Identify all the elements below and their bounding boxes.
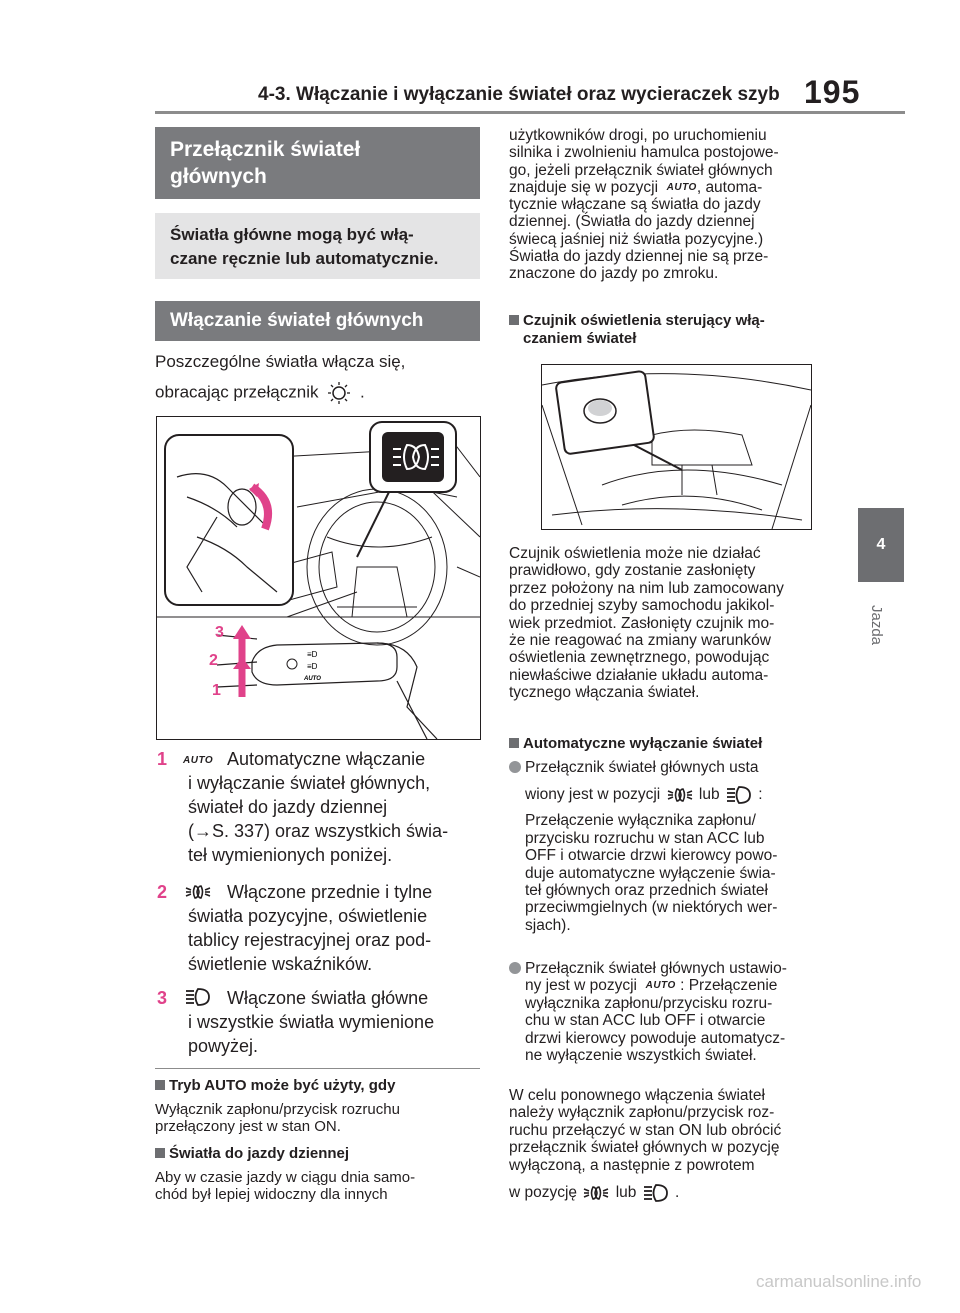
- paragraph-line: przełącznik świateł głównych w pozycję: [509, 1139, 780, 1157]
- paragraph-line: [509, 179, 839, 196]
- note-heading: Światła do jazdy dziennej: [169, 1145, 350, 1162]
- sensor-heading: [509, 312, 839, 348]
- paragraph-fragment: .: [675, 1184, 680, 1202]
- body-text-line: obracając przełącznik: [155, 382, 319, 402]
- item-text: światła pozycyjne, oświetlenie: [188, 906, 428, 926]
- paragraph-line: Czujnik oświetlenia może nie działać: [509, 545, 761, 562]
- item-text: Włączone światła główne: [227, 988, 429, 1008]
- square-bullet-icon: [509, 315, 519, 325]
- bullet-text: drzwi kierowcy powoduje automatycz-: [525, 1029, 786, 1047]
- parking-lights-icon: [183, 882, 213, 902]
- page-number: 195: [804, 74, 861, 110]
- item-text: i wyłączanie świateł głównych,: [188, 773, 431, 793]
- note-heading: Tryb AUTO może być użyty, gdy: [169, 1077, 396, 1094]
- final-paragraph: [509, 1087, 839, 1206]
- item-text: i wszystkie światła wymienione: [188, 1012, 435, 1032]
- autooff-heading-text: Automatyczne wyłączanie świateł: [523, 735, 763, 752]
- parking-lights-icon: [581, 1183, 611, 1203]
- paragraph-line: go, jeżeli przełącznik świateł głównych: [509, 161, 773, 179]
- note-block: [155, 1077, 485, 1203]
- parking-lights-icon: [665, 785, 695, 805]
- list-item: [155, 986, 485, 1058]
- switch-illustration: [156, 416, 481, 740]
- position-label-3: 3: [215, 624, 224, 641]
- square-bullet-icon: [155, 1148, 165, 1158]
- bullet-text: przycisku rozruchu w stan ACC lub: [525, 829, 765, 847]
- item-number: 3: [157, 988, 168, 1008]
- paragraph-fragment: w pozycję: [509, 1184, 578, 1202]
- item-text: Włączone przednie i tylne: [227, 882, 433, 902]
- paragraph-fragment: znajduje się w pozycji: [509, 178, 659, 196]
- list-item: [155, 747, 485, 867]
- paragraph-line: wyłączoną, a następnie z powrotem: [509, 1156, 755, 1174]
- note-text: Wyłącznik zapłonu/przycisk rozruchu: [155, 1101, 400, 1118]
- paragraph-line: ruchu przełączyć w stan ON lub obrócić: [509, 1121, 782, 1139]
- light-switch-icon: [323, 380, 355, 406]
- bullet-text: Przełączenie wyłącznika zapłonu/: [525, 812, 756, 830]
- round-bullet-icon: [509, 962, 521, 974]
- paragraph-line: niewłaściwe działanie układu automa-: [509, 666, 769, 684]
- auto-icon: AUTO: [645, 980, 676, 992]
- paragraph-line: znaczone do jazdy po zmroku.: [509, 265, 719, 283]
- intro-line: czane ręcznie lub automatycznie.: [170, 249, 439, 268]
- bullet-text: wyłącznika zapłonu/przycisku rozru-: [525, 994, 773, 1012]
- list-item: [155, 880, 485, 976]
- paragraph-line: należy wyłącznik zapłonu/przycisk roz-: [509, 1104, 775, 1122]
- item-text: świetlenie wskaźników.: [188, 954, 373, 974]
- bullet-text: przeciwmgielnych (w niektórych wer-: [525, 899, 778, 917]
- main-heading: [155, 127, 480, 199]
- paragraph-line: tycznie włączane są światła do jazdy: [509, 196, 761, 214]
- position-label-2: 2: [209, 652, 218, 669]
- switch-drawing: [157, 417, 480, 739]
- item-text: tablicy rejestracyjnej oraz pod-: [188, 930, 432, 950]
- paragraph-line: użytkowników drogi, po uruchomieniu: [509, 127, 767, 144]
- paragraph-line: tycznego włączania świateł.: [509, 684, 700, 702]
- body-text: Poszczególne światła włącza się,: [155, 352, 406, 371]
- auto-icon: AUTO: [183, 755, 214, 766]
- bullet-text: sjach).: [525, 916, 571, 934]
- item-number: 1: [157, 749, 168, 769]
- watermark: carmanualsonline.info: [756, 1272, 922, 1291]
- right-continuation: [509, 127, 839, 283]
- sensor-heading-line: czaniem świateł: [523, 330, 637, 347]
- round-bullet-icon: [509, 761, 521, 773]
- item-text: powyżej.: [188, 1036, 259, 1056]
- note-text: chód był lepiej widoczny dla innych: [155, 1186, 388, 1203]
- intro-line: Światła główne mogą być włą-: [170, 225, 414, 244]
- item-text: (→S. 337) oraz wszystkich świa-: [188, 821, 449, 841]
- auto-icon: AUTO: [666, 181, 697, 193]
- paragraph-line: Światła do jazdy dziennej nie są prze-: [509, 248, 769, 266]
- bullet-text: OFF i otwarcie drzwi kierowcy powo-: [525, 847, 778, 865]
- bullet-text: Przełącznik świateł głównych ustawio-: [525, 960, 787, 977]
- bullet-text: lub: [698, 786, 720, 804]
- paragraph-fragment: , automa-: [696, 178, 763, 196]
- item-text: teł wymienionych poniżej.: [188, 845, 393, 865]
- paragraph-line: oświetlenia zewnętrznego, powodując: [509, 649, 770, 667]
- paragraph-line: wiek przedmiot. Zasłonięty czujnik mo-: [509, 614, 775, 632]
- bullet-text: ne wyłączenie wszystkich świateł.: [525, 1047, 757, 1065]
- stalk-auto-label: AUTO: [304, 676, 321, 682]
- bullet-text: wiony jest w pozycji: [525, 786, 661, 804]
- position-label-1: 1: [212, 682, 221, 699]
- header-divider: [155, 111, 905, 114]
- svg-text:≡D: ≡D: [307, 650, 318, 659]
- bullet-text: duje automatyczne wyłączenie świa-: [525, 864, 776, 882]
- sensor-illustration: [541, 364, 812, 530]
- headlights-icon: [183, 986, 213, 1008]
- paragraph-line: przez położony na nim lub zamocowany: [509, 579, 784, 597]
- bullet-text: Przełącznik świateł głównych usta: [525, 759, 759, 776]
- chapter-label: Jazda: [868, 605, 885, 646]
- intro-box: [155, 213, 480, 279]
- svg-text:≡D: ≡D: [307, 662, 318, 671]
- autooff-heading: [509, 735, 839, 752]
- item-text: świateł do jazdy dziennej: [188, 797, 388, 817]
- sub-heading: Włączanie świateł głównych: [155, 301, 480, 341]
- sensor-heading-line: Czujnik oświetlenia sterujący włą-: [523, 312, 765, 329]
- paragraph-line: że nie reagować na zmiany warunków: [509, 632, 771, 650]
- square-bullet-icon: [509, 738, 519, 748]
- item-number: 2: [157, 882, 168, 902]
- main-heading-line: Przełącznik świateł: [170, 138, 361, 161]
- sensor-text: [509, 545, 839, 702]
- main-heading-line: głównych: [170, 165, 267, 188]
- paragraph-line: silnika i zwolnieniu hamulca postojowe-: [509, 144, 779, 162]
- section-title: 4-3. Włączanie i wyłączanie świateł oraz wycieraczek szyb: [258, 84, 780, 105]
- bullet-text: chu w stan ACC lub OFF i otwarcie: [525, 1012, 766, 1030]
- bullet-text: ny jest w pozycji: [525, 977, 637, 995]
- paragraph-line: prawidłowo, gdy zostanie zasłonięty: [509, 562, 756, 580]
- sensor-drawing: [542, 365, 811, 529]
- headlights-icon: [641, 1182, 671, 1204]
- headlights-icon: [724, 784, 754, 806]
- divider: [155, 1068, 480, 1069]
- square-bullet-icon: [155, 1080, 165, 1090]
- body-text-2: obracając przełącznik .: [155, 380, 365, 406]
- paragraph-line: do przedniej szyby samochodu jakikol-: [509, 597, 775, 615]
- chapter-tab[interactable]: 4: [858, 508, 904, 582]
- bullet-text: : Przełączenie: [680, 977, 778, 995]
- bullet-text: :: [758, 786, 763, 804]
- note-text: Aby w czasie jazdy w ciągu dnia samo-: [155, 1169, 416, 1186]
- item-text: Automatyczne włączanie: [227, 749, 426, 769]
- bullet-item: [509, 759, 839, 934]
- paragraph-line: W celu ponownego włączenia świateł: [509, 1087, 765, 1104]
- note-text: przełączony jest w stan ON.: [155, 1118, 341, 1135]
- bullet-text: teł głównych oraz przednich świateł: [525, 882, 768, 900]
- paragraph-line: świecą jaśniej niż światła pozycyjne.): [509, 230, 764, 248]
- paragraph-line: [509, 1180, 839, 1206]
- paragraph-fragment: lub: [615, 1184, 637, 1202]
- paragraph-line: dziennej. (Światła do jazdy dziennej: [509, 213, 755, 231]
- bullet-item: [509, 960, 839, 1064]
